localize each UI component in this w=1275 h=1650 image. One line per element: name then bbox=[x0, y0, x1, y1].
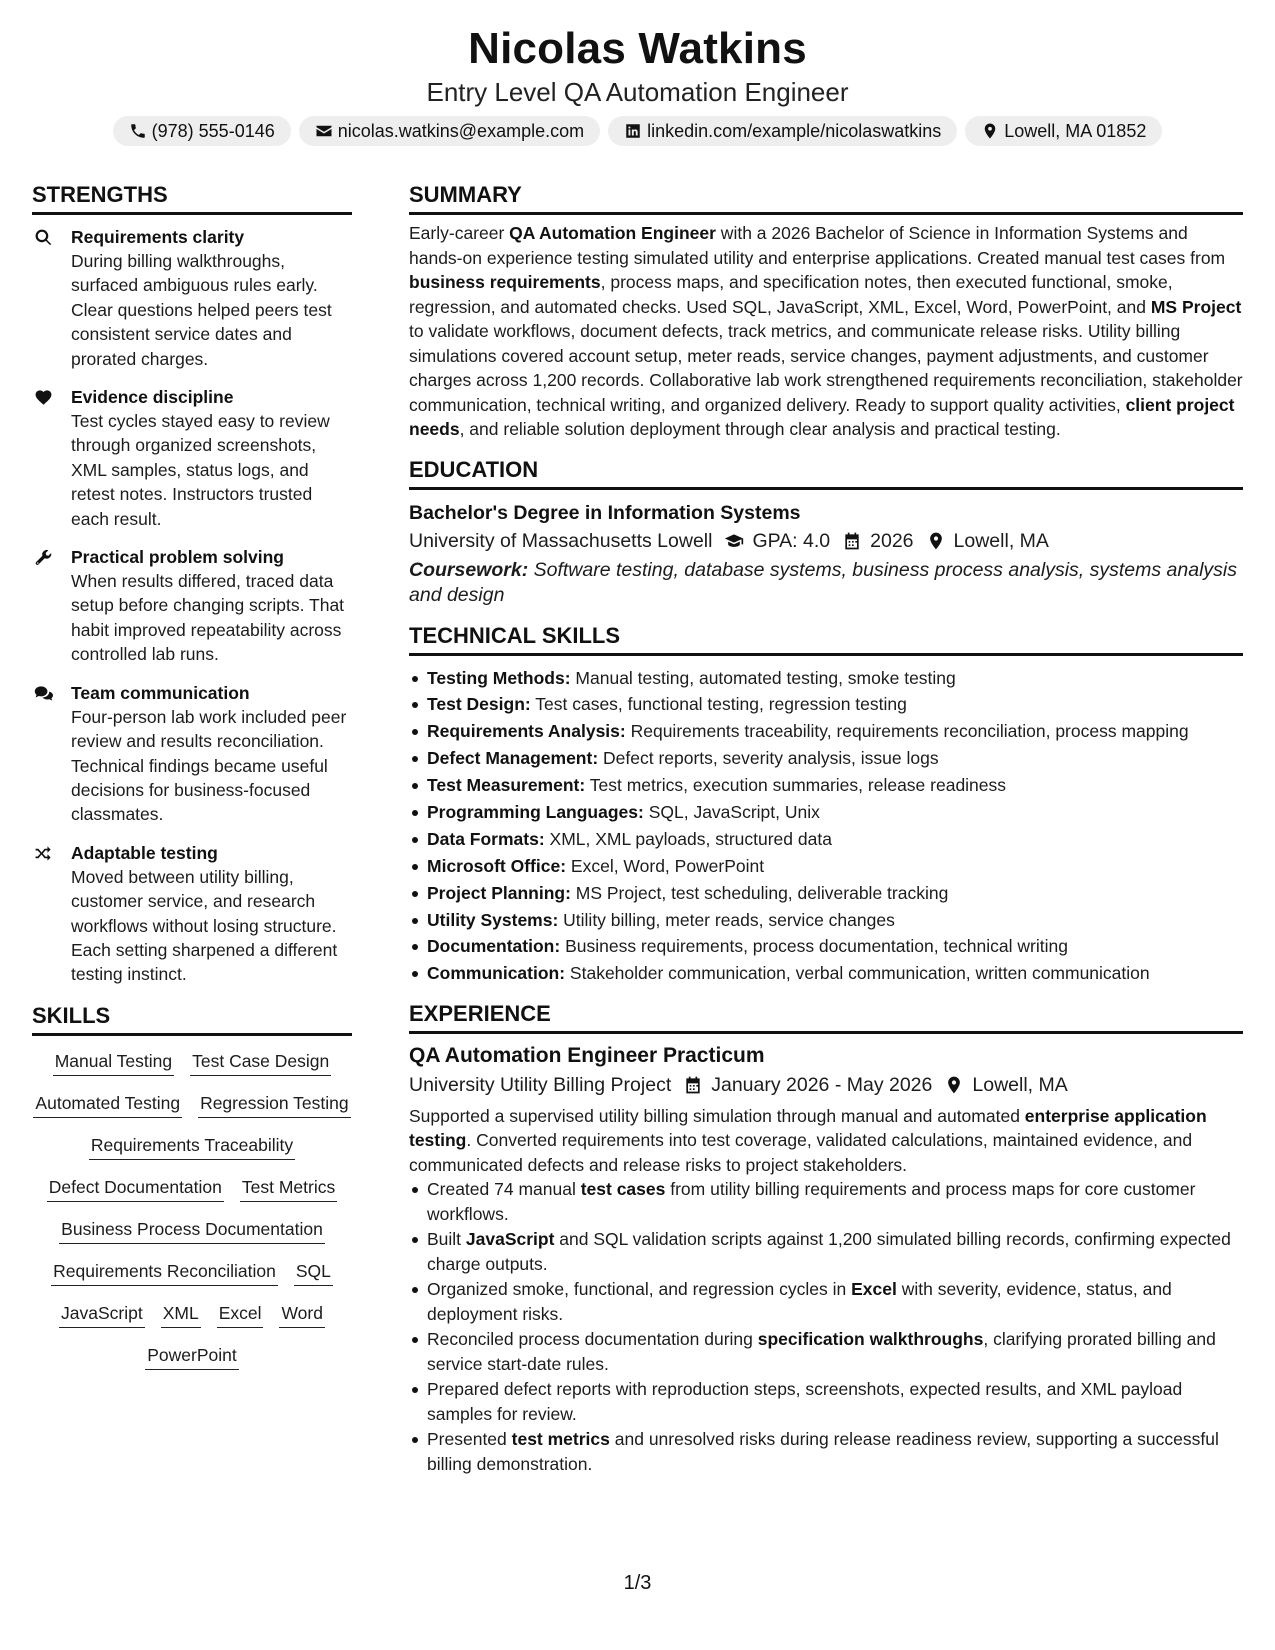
contact-bar bbox=[0, 116, 1275, 146]
list-item bbox=[409, 1277, 1243, 1326]
experience-heading: EXPERIENCE bbox=[409, 999, 1243, 1034]
education-heading: EDUCATION bbox=[409, 455, 1243, 490]
left-column bbox=[32, 180, 352, 1370]
list-item bbox=[409, 934, 1243, 959]
skill-values: Manual testing, automated testing, smoke testing bbox=[570, 667, 956, 688]
strength-title: Evidence discipline bbox=[71, 387, 234, 408]
strength-body: Moved between utility billing, customer service, and research workflows without losing structure. Each setting sharpened a different testing instinct. bbox=[71, 866, 338, 985]
strengths-list bbox=[32, 225, 352, 987]
job-desc-part: Supported a supervised utility billing simulation through manual and automated bbox=[409, 1105, 1025, 1126]
envelope-icon bbox=[315, 122, 333, 140]
job-desc-keyword: enterprise application testing bbox=[409, 1105, 1207, 1151]
job-location: Lowell, MA bbox=[972, 1073, 1068, 1096]
summary-part: , process maps, and specification notes, then executed functional, smoke, regression, and automated checks. Used SQL, JavaScript, XML, Excel, Word, PowerPoint, and bbox=[409, 272, 1173, 317]
job-bullets bbox=[409, 1177, 1243, 1476]
skill-tag: PowerPoint bbox=[145, 1344, 239, 1370]
skill-category: Data Formats: bbox=[427, 828, 545, 849]
education-location: Lowell, MA bbox=[953, 529, 1049, 552]
bullet-text: , clarifying prorated billing and service start-date rules. bbox=[427, 1329, 1216, 1374]
list-item bbox=[409, 1227, 1243, 1276]
list-item bbox=[409, 1377, 1243, 1426]
phone-icon bbox=[129, 122, 147, 140]
skill-values: XML, XML payloads, structured data bbox=[544, 828, 832, 849]
linkedin-icon bbox=[624, 122, 642, 140]
list-item bbox=[409, 746, 1243, 771]
strengths-heading: STRENGTHS bbox=[32, 180, 352, 215]
list-item bbox=[409, 827, 1243, 852]
job-description bbox=[409, 1104, 1243, 1178]
bullet-text: from utility billing requirements and process maps for core customer workflows. bbox=[427, 1179, 1196, 1224]
strength-item bbox=[32, 841, 352, 987]
page-number: 1/3 bbox=[623, 1572, 652, 1594]
job-organization: University Utility Billing Project bbox=[409, 1073, 672, 1096]
contact-email-text: nicolas.watkins@example.com bbox=[337, 120, 585, 141]
strength-body: Four-person lab work included peer review and results reconciliation. Technical findings became useful decisions for business-focused classmates. bbox=[71, 706, 347, 825]
bullet-keyword: test cases bbox=[580, 1179, 666, 1200]
skill-values: Defect reports, severity analysis, issue logs bbox=[598, 748, 939, 769]
skill-tag: XML bbox=[161, 1302, 201, 1328]
skill-values: Stakeholder communication, verbal communication, written communication bbox=[565, 963, 1150, 984]
list-item bbox=[409, 881, 1243, 906]
strength-body: During billing walkthroughs, surfaced ambiguous rules early. Clear questions helped peers test consistent service dates and prorated charges. bbox=[71, 251, 332, 369]
technical-skills-section bbox=[409, 621, 1243, 986]
summary-keyword: business requirements bbox=[409, 272, 601, 292]
skill-category: Communication: bbox=[427, 963, 566, 984]
education-section bbox=[409, 455, 1243, 608]
heart-icon bbox=[34, 388, 53, 407]
list-item bbox=[409, 800, 1243, 825]
strength-title: Requirements clarity bbox=[71, 227, 245, 247]
degree-title: Bachelor's Degree in Information Systems bbox=[409, 501, 801, 524]
skill-category: Utility Systems: bbox=[427, 909, 559, 930]
skill-category: Test Design: bbox=[427, 694, 531, 715]
summary-heading: SUMMARY bbox=[409, 180, 1243, 215]
strength-item bbox=[32, 681, 352, 827]
contact-linkedin[interactable] bbox=[608, 116, 957, 146]
shuffle-icon bbox=[34, 844, 53, 863]
coursework-label: Coursework: bbox=[409, 558, 529, 581]
map-pin-icon bbox=[981, 122, 999, 140]
skills-list bbox=[32, 1050, 352, 1370]
job-meta bbox=[409, 1070, 1243, 1100]
graduation-year: 2026 bbox=[870, 529, 914, 552]
skill-values: SQL, JavaScript, Unix bbox=[643, 801, 820, 822]
search-icon bbox=[34, 228, 53, 247]
skill-values: Business requirements, process documentation, technical writing bbox=[560, 936, 1068, 957]
skill-tag: Business Process Documentation bbox=[59, 1218, 325, 1244]
contact-location-text: Lowell, MA 01852 bbox=[1004, 120, 1147, 141]
strength-body: Test cycles stayed easy to review through organized screenshots, XML samples, status logs, and retest notes. Instructors trusted each result. bbox=[71, 411, 330, 529]
contact-phone-text: (978) 555-0146 bbox=[151, 120, 275, 141]
summary-keyword: MS Project bbox=[1150, 296, 1242, 317]
contact-location bbox=[965, 116, 1162, 146]
skill-category: Project Planning: bbox=[427, 882, 571, 903]
skill-category: Defect Management: bbox=[427, 748, 599, 769]
bullet-text: Prepared defect reports with reproduction steps, screenshots, expected results, and XML payload samples for review. bbox=[427, 1379, 1183, 1424]
bullet-keyword: test metrics bbox=[511, 1429, 610, 1450]
skills-heading: SKILLS bbox=[32, 1001, 352, 1036]
bullet-keyword: specification walkthroughs bbox=[757, 1329, 984, 1350]
strength-item bbox=[32, 385, 352, 531]
strength-title: Adaptable testing bbox=[71, 842, 218, 863]
skill-tag: Test Case Design bbox=[190, 1050, 331, 1076]
graduation-cap-icon bbox=[724, 531, 744, 551]
bullet-text: Presented bbox=[427, 1429, 512, 1450]
list-item bbox=[409, 1427, 1243, 1476]
calendar-icon bbox=[842, 531, 862, 551]
right-column bbox=[409, 180, 1243, 1477]
skill-tag: Manual Testing bbox=[53, 1050, 174, 1076]
strength-body: When results differed, traced data setup before changing scripts. That habit improved repeatability across controlled lab runs. bbox=[71, 571, 345, 665]
bullet-text: Reconciled process documentation during bbox=[427, 1329, 758, 1350]
gpa: GPA: 4.0 bbox=[752, 529, 831, 552]
skill-category: Documentation: bbox=[427, 936, 561, 957]
calendar-icon bbox=[683, 1075, 703, 1095]
skill-values: Test metrics, execution summaries, release readiness bbox=[585, 775, 1007, 796]
bullet-text: and SQL validation scripts against 1,200 simulated billing records, confirming expected charge outputs. bbox=[427, 1229, 1231, 1274]
technical-skills-heading: TECHNICAL SKILLS bbox=[409, 621, 1243, 656]
skill-tag: SQL bbox=[294, 1260, 333, 1286]
bullet-text: Created 74 manual bbox=[427, 1179, 581, 1200]
strength-item bbox=[32, 225, 352, 371]
list-item bbox=[409, 1177, 1243, 1226]
map-pin-icon bbox=[944, 1075, 964, 1095]
comments-icon bbox=[34, 684, 53, 703]
coursework bbox=[409, 558, 1243, 608]
skill-category: Programming Languages: bbox=[427, 801, 644, 822]
list-item bbox=[409, 854, 1243, 879]
list-item bbox=[409, 1327, 1243, 1376]
skill-values: Requirements traceability, requirements reconciliation, process mapping bbox=[625, 721, 1189, 742]
bullet-text: Organized smoke, functional, and regression cycles in bbox=[427, 1279, 852, 1300]
education-meta bbox=[409, 526, 1243, 556]
skill-category: Requirements Analysis: bbox=[427, 721, 626, 742]
candidate-name: Nicolas Watkins bbox=[468, 24, 807, 73]
list-item bbox=[409, 719, 1243, 744]
skill-tag: Defect Documentation bbox=[47, 1176, 224, 1202]
candidate-title: Entry Level QA Automation Engineer bbox=[426, 77, 849, 107]
list-item bbox=[409, 773, 1243, 798]
summary-keyword: QA Automation Engineer bbox=[509, 223, 716, 243]
job-title: QA Automation Engineer Practicum bbox=[409, 1043, 765, 1067]
skill-values: Test cases, functional testing, regression testing bbox=[530, 694, 907, 715]
skill-tag: Requirements Reconciliation bbox=[51, 1260, 278, 1286]
resume-header bbox=[0, 22, 1275, 146]
coursework-text: Software testing, database systems, business process analysis, systems analysis and design bbox=[409, 558, 1238, 606]
experience-section bbox=[409, 999, 1243, 1477]
skill-tag: Excel bbox=[217, 1302, 264, 1328]
skill-category: Test Measurement: bbox=[427, 775, 586, 796]
strength-title: Practical problem solving bbox=[71, 547, 284, 568]
job-dates: January 2026 - May 2026 bbox=[711, 1073, 933, 1096]
contact-linkedin-text: linkedin.com/example/nicolaswatkins bbox=[647, 120, 942, 141]
map-pin-icon bbox=[926, 531, 946, 551]
summary-part: to validate workflows, document defects, track metrics, and communicate release risks. Utility billing simulations covered account setup, meter reads, service changes, payment adjustments, and customer charges across 1,200 records. Collaborative lab work strengthened requirements reconciliation, stakeholder communication, technical writing, and organized delivery. Ready to support quality activities, bbox=[409, 321, 1243, 415]
bullet-keyword: JavaScript bbox=[465, 1229, 555, 1250]
skill-tag: Requirements Traceability bbox=[89, 1134, 295, 1160]
bullet-text: and unresolved risks during release readiness review, supporting a successful billing demonstration. bbox=[427, 1429, 1219, 1474]
summary-keyword: client project needs bbox=[409, 394, 1235, 439]
list-item bbox=[409, 908, 1243, 933]
skill-tag: Test Metrics bbox=[240, 1176, 337, 1202]
strength-item bbox=[32, 545, 352, 667]
bullet-keyword: Excel bbox=[851, 1279, 897, 1300]
contact-email[interactable] bbox=[299, 116, 600, 146]
bullet-text: with severity, evidence, status, and deployment risks. bbox=[427, 1279, 1172, 1324]
list-item bbox=[409, 961, 1243, 986]
school-name: University of Massachusetts Lowell bbox=[409, 529, 713, 552]
list-item bbox=[409, 692, 1243, 717]
skill-values: MS Project, test scheduling, deliverable tracking bbox=[570, 882, 949, 903]
skill-tag: Automated Testing bbox=[33, 1092, 182, 1118]
summary-text bbox=[409, 221, 1243, 442]
skill-category: Microsoft Office: bbox=[427, 855, 567, 876]
summary-part: Early-career bbox=[409, 223, 510, 243]
contact-phone[interactable] bbox=[113, 116, 291, 146]
technical-skills-list bbox=[409, 666, 1243, 986]
skills-section bbox=[32, 1001, 352, 1370]
skill-values: Excel, Word, PowerPoint bbox=[566, 855, 765, 876]
skill-values: Utility billing, meter reads, service changes bbox=[558, 909, 895, 930]
list-item bbox=[409, 666, 1243, 691]
skill-category: Testing Methods: bbox=[427, 667, 571, 688]
strength-title: Team communication bbox=[71, 682, 250, 703]
wrench-icon bbox=[34, 548, 53, 567]
summary-part: with a 2026 Bachelor of Science in Information Systems and hands-on experience testing simulated utility and enterprise applications. Created manual test cases from bbox=[409, 223, 1226, 268]
summary-part: , and reliable solution deployment through clear analysis and practical testing. bbox=[459, 419, 1061, 439]
skill-tag: Regression Testing bbox=[198, 1092, 351, 1118]
bullet-text: Built bbox=[427, 1229, 466, 1250]
skill-tag: Word bbox=[279, 1302, 325, 1328]
skill-tag: JavaScript bbox=[59, 1302, 145, 1328]
job-desc-part: . Converted requirements into test coverage, validated calculations, maintained evidence, and communicated defects and release risks to project stakeholders. bbox=[409, 1130, 1193, 1175]
